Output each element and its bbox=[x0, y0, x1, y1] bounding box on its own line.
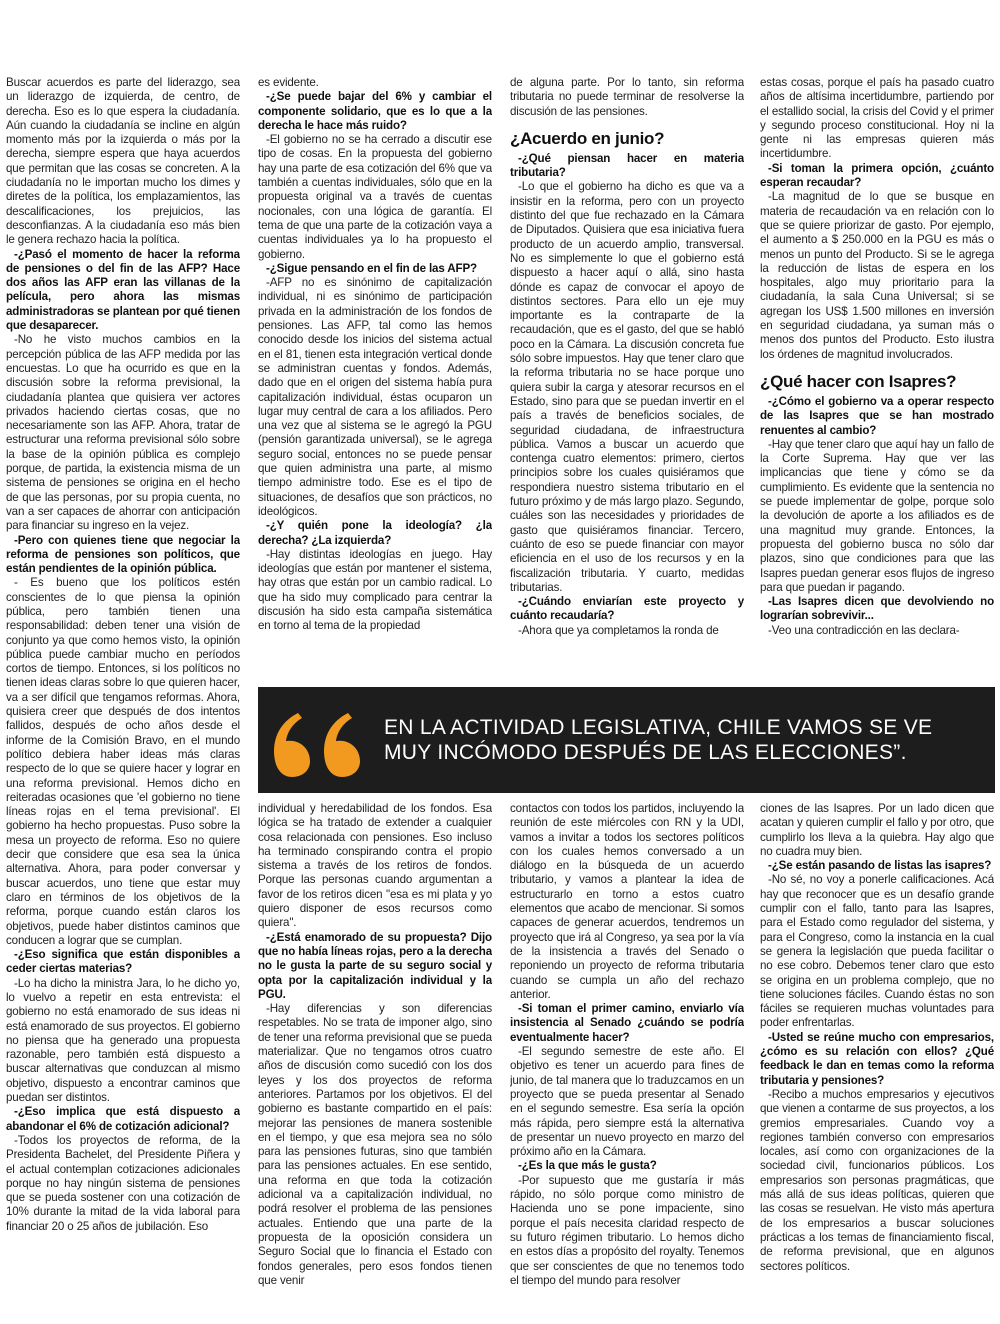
interview-answer: -Recibo a muchos empresarios y ejecutivos que vienen a contarme de sus proyectos, a los gremios empresariales. Cuando voy a regiones también converso con empresarios locales, así como con organizaciones de la sociedad civil, funcionarios públicos. Los empresarios son personas pragmáticas, que más allá de sus ideas políticas, quieren que las cosas se resuelvan. He visto más apertura de los empresarios a buscar soluciones prácticas a los temas de financiamiento fiscal, de reforma previsional, que en algunos sectores políticos. bbox=[760, 1087, 994, 1273]
interview-question: -Usted se reúne mucho con empresarios, ¿cómo es su relación con ellos? ¿Qué feedback le dan en temas como la reforma tributaria y pensiones? bbox=[760, 1030, 994, 1087]
interview-question: -¿Cuándo enviarían este proyecto y cuánto recaudaría? bbox=[510, 595, 744, 623]
interview-answer: -Hay que tener claro que aquí hay un fallo de la Corte Suprema. Hay que ver las implicancias que tiene y cómo se da cumplimiento. Es evidente que la sentencia no se puede implementar de golpe, porque solo la devolución de aporte a los afiliados es de una magnitud muy grande. Entonces, la propuesta del gobierno busca no sólo dar plazos, sino que condiciones para que las Isapres puedan generar esos flujos de ingreso para que puedan ir pagando. bbox=[760, 437, 994, 594]
body-paragraph: contactos con todos los partidos, incluyendo la reunión de este miércoles con RN y la UDI, vamos a invitar a todos los sectores políticos con los cuales hemos conversado a un diálogo en la búsqueda de un acuerdo tributario, y vamos a plantear la idea de estructurarlo en torno a estos cuatro elementos que acabo de mencionar. Si somos capaces de generar acuerdos, tendremos un proyecto que irá al Congreso, ya sea por la vía de la insistencia a través del Senado o reponiendo un proyecto de reforma tributaria cuando se cumpla un año del rechazo anterior. bbox=[510, 802, 744, 1001]
interview-question: -¿Eso implica que está dispuesto a abandonar el 6% de cotización adicional? bbox=[6, 1105, 240, 1133]
interview-question: -Si toman la primera opción, ¿cuánto esperan recaudar? bbox=[760, 161, 994, 190]
interview-question: -¿Y quién pone la ideología? ¿la derecha? ¿La izquierda? bbox=[258, 519, 492, 547]
interview-question: -¿Se están pasando de listas las isapres? bbox=[768, 859, 992, 873]
section-heading: ¿Qué hacer con Isapres? bbox=[760, 371, 957, 391]
column-3-bottom bbox=[510, 802, 744, 1316]
interview-answer: -Lo que el gobierno ha dicho es que va a insistir en la reforma, pero con un proyecto distinto del que fue rechazado en la Cámara de Diputados. Quisiera que esa iniciativa fuera producto de un acuerdo amplio, transversal. No es simplemente lo que el gobierno está dispuesto a hacer aquí o allá, sino hasta dónde es capaz de convocar el apoyo de distintos sectores. Para ello un eje muy importante es la contraparte de la recaudación, que es el gasto, del que se habló poco en la Cámara. La discusión concreta fue sólo sobre impuestos. Hay que tener claro que la reforma tributaria no se hace porque uno quiera subir la carga y atesorar recursos en el Estado, sino para que se puedan invertir en el país a través de beneficios sociales, de seguridad ciudadana, de infraestructura pública. Vamos a buscar un acuerdo que contenga cuatro elementos: primero, ciertos principios sobre los cuales quisiéramos que respondiera nuestro sistema tributario en el futuro próximo y de más largo plazo. Segundo, cuáles son las necesidades y prioridades de gasto que quisiéramos financiar. Tercero, cuánto de eso se puede financiar con mayor eficiencia en el uso de los recursos y en la fiscalización tributaria. Y cuarto, medidas tributarias. bbox=[510, 180, 744, 594]
interview-answer: -Por supuesto que me gustaría ir más rápido, no sólo porque como ministro de Hacienda uno se pone impaciente, sino porque el país necesita claridad respecto de su futuro régimen tributario. Lo hemos dicho en estos días a propósito del royalty. Tenemos que ser conscientes de que no tenemos todo el tiempo del mundo para resolver bbox=[510, 1173, 744, 1287]
interview-question: -¿Es la que más le gusta? bbox=[518, 1159, 657, 1173]
pullquote-text: EN LA ACTIVIDAD LEGISLATIVA, CHILE VAMOS SE VE MUY INCÓMODO DESPUÉS DE LAS ELECCIONES”. bbox=[384, 716, 933, 764]
interview-question: -Las Isapres dicen que devolviendo no lograrían sobrevivir... bbox=[760, 595, 994, 623]
interview-question: -¿Se puede bajar del 6% y cambiar el componente solidario, que es lo que a la derecha le hace más ruido? bbox=[258, 90, 492, 132]
column-3-top bbox=[510, 76, 744, 680]
body-paragraph: individual y heredabilidad de los fondos. Esa lógica se ha tratado de extender a cualquier cosa relacionada con pensiones. Eso incluso ha terminado conspirando contra el propio sistema a través de los retiros de fondos. Porque las personas cuando argumentan a favor de los retiros dicen "esa es mi plata y yo quiero disponer de esos recursos como quiera". bbox=[258, 802, 492, 930]
interview-question: -¿Pasó el momento de hacer la reforma de pensiones o del fin de las AFP? Hace dos años las AFP eran las villanas de la película, pero ahora las mismas administradoras se plantean por qué tienen que desaparecer. bbox=[6, 247, 240, 333]
interview-answer: -El segundo semestre de este año. El objetivo es tener un acuerdo para fines de junio, de tal manera que lo traduzcamos en un proyecto que se pueda presentar al Senado en el segundo semestre. Esa sería la opción más rápida, pero siempre está la alternativa de presentar un nuevo proyecto en marzo del próximo año en la Cámara. bbox=[510, 1045, 744, 1159]
interview-question: -¿Cómo el gobierno va a operar respecto de las Isapres que se han mostrado renuentes al cambio? bbox=[760, 394, 994, 437]
column-2-top bbox=[258, 76, 492, 680]
quote-mark-icon bbox=[272, 705, 368, 777]
interview-answer: -No sé, no voy a ponerle calificaciones. Acá hay que reconocer que es un desafío grande cumplir con el fallo, tanto para las Isapres, para el Estado como regulador del sistema, y para el Congreso, como la instancia en la cual se genera la legislación que pueda facilitar o no ese cobro. Debemos tener claro que esto se origina en un problema complejo, que no tiene soluciones fáciles. Cuando éstas no son fáciles se requieren muchas voluntades para poder enfrentarlas. bbox=[760, 873, 994, 1030]
column-1 bbox=[6, 76, 240, 1316]
interview-question: -¿Sigue pensando en el fin de las AFP? bbox=[266, 261, 477, 275]
interview-answer: -El gobierno no se ha cerrado a discutir ese tipo de cosas. En la propuesta del gobierno hay una parte de esa cotización del 6% que va también a cuentas individuales, sólo que en la propuesta original va a través de cuentas nocionales, con una lógica de garantía. El tema de que una parte de la cotización vaya a cuentas individuales ya lo ha propuesto el gobierno. bbox=[258, 133, 492, 261]
interview-question: -¿Qué piensan hacer en materia tributaria? bbox=[510, 151, 744, 180]
interview-answer: -No he visto muchos cambios en la percepción pública de las AFP medida por las encuestas. Lo que ha ocurrido es que en la discusión sobre la reforma previsional, la ciudadanía plantea que quisiera ver actores privados haciendo ciertas cosas, que no necesariamente son las AFP. Ahora, tratar de estructurar una reforma previsional sólo sobre la base de la opinión pública es complejo porque, de partida, la existencia misma de un sistema de pensiones se origina en el hecho de que las personas, por su propia cuenta, no van a ser capaces de ahorrar con anticipación para financiar su ingreso en la vejez. bbox=[6, 333, 240, 533]
interview-answer: -La magnitud de lo que se busque en materia de recaudación va en relación con lo que se quiere priorizar de gasto. Por ejemplo, el aumento a $ 250.000 en la PGU es más o menos un punto del Producto. Si se le agrega la reducción de listas de espera en los hospitales, algo muy prioritario para la ciudadanía, la sala Cuna Universal; si se agregan los US$ 1.500 millones en inversión en seguridad ciudadana, ya suman más o menos dos puntos del Producto. Esto ilustra los órdenes de magnitud involucrados. bbox=[760, 190, 994, 361]
interview-question: -¿Eso significa que están disponibles a ceder ciertas materias? bbox=[6, 948, 240, 976]
body-paragraph: de alguna parte. Por lo tanto, sin reforma tributaria no puede terminar de resolverse la discusión de las pensiones. bbox=[510, 76, 744, 118]
interview-answer: -Hay diferencias y son diferencias respetables. No se trata de imponer algo, sino de tener una reforma previsional que se pueda materializar. Que no tengamos otros cuatro años de discusión como sucedió con los dos leyes y los dos proyectos de reforma anteriores. Partamos por los objetivos. El del gobierno es bastante compartido en el país: mejorar las pensiones de manera sostenible en el tiempo, y que esa mejora sea no sólo para las pensiones futuras, sino que también para las pensiones actuales. En ese sentido, una reforma en que toda la cotización adicional va a capitalización individual, no podrá resolver el problema de las pensiones actuales. Entiendo que una parte de la propuesta de la oposición considera un Seguro Social que lo financia el Estado con fondos generales, pero esos fondos tienen que venir bbox=[258, 1002, 492, 1287]
interview-answer: -Todos los proyectos de reforma, de la Presidenta Bachelet, del Presidente Piñera y el actual contemplan cotizaciones adicionales porque no hay ningún sistema de pensiones que se pueda sostener con una cotización de 10% durante la mitad de la vida laboral para financiar 20 o 25 años de jubilación. Eso bbox=[6, 1133, 240, 1233]
body-paragraph: Buscar acuerdos es parte del liderazgo, sea un liderazgo de izquierda, de centro, de derecha. Eso es lo que espera la ciudadanía. Aún cuando la ciudadanía se incline en algún momento más por la izquierda o más por la derecha, siempre espera que haya acuerdos que permitan que las cosas se concreten. A la ciudadanía no le importan mucho los dimes y diretes de la política, los emplazamientos, las descalificaciones, los prejuicios, las desconfianzas. A la ciudadanía eso más bien le genera rechazo hacia la política. bbox=[6, 76, 240, 247]
interview-question: -¿Está enamorado de su propuesta? Dijo que no había líneas rojas, pero a la derecha no le gusta la parte de su seguro social y opta por la capitalización individual y la PGU. bbox=[258, 930, 492, 1001]
interview-question: -Pero con quienes tiene que negociar la reforma de pensiones son políticos, que están pendientes de la opinión pública. bbox=[6, 533, 240, 576]
interview-answer: -Veo una contradicción en las declara- bbox=[768, 623, 960, 637]
interview-answer: - Es bueno que los políticos estén conscientes de lo que piensa la opinión pública, pero también tienen una responsabilidad: deben tener una visión de conjunto ya que como hemos visto, la opinión pública puede cambiar mucho en períodos cortos de tiempo. Entonces, si los políticos no tienen ideas claras sobre lo que quieren hacer, va a ser difícil que tengamos reformas. Ahora, quisiera creer que después de dos intentos fallidos, después de ocho años desde el informe de la Comisión Bravo, en el mundo político debiera haber ideas más claras respecto de lo que se quiere hacer y lograr en una reforma previsional. Hemos dicho en reiteradas ocasiones que 'el gobierno no tiene líneas rojas en el tema previsional'. El gobierno ha hecho propuestas. Puso sobre la mesa un proyecto de reforma. Eso no quiere decir que considere que esa sea la única alternativa. Ahora, para poder conversar y buscar acuerdos, uno tiene que estar muy claro en términos de los objetivos de la reforma, porque cuando están claros los objetivos, puede haber distintos caminos que conducen a lograr que se cumplan. bbox=[6, 576, 240, 947]
body-paragraph: ciones de las Isapres. Por un lado dicen que acatan y quieren cumplir el fallo y por otro, que cumplirlo los lleva a la quiebra. Hay algo que no cuadra muy bien. bbox=[760, 802, 994, 858]
column-4-bottom bbox=[760, 802, 994, 1316]
body-paragraph: estas cosas, porque el país ha pasado cuatro años de altísima incertidumbre, partiendo por el estallido social, la crisis del Covid y el primer y segundo proceso constitucional. Hoy ni la gente ni las empresas quieren más incertidumbre. bbox=[760, 76, 994, 161]
pullquote-banner bbox=[258, 687, 995, 793]
column-2-bottom bbox=[258, 802, 492, 1316]
column-4-top bbox=[760, 76, 994, 680]
interview-answer: -Hay distintas ideologías en juego. Hay ideologías que están por mantener el sistema, hay otras que están por un cambio radical. Lo que ha sido muy complicado para centrar la discusión ha sido esta campaña sistemática en torno al tema de la propiedad bbox=[258, 547, 492, 633]
interview-answer: -Lo ha dicho la ministra Jara, lo he dicho yo, lo vuelvo a repetir en esta entrevista: el gobierno no está enamorado de sus ideas ni está enamorado de sus proyectos. El gobierno no piensa que ha generado una propuesta razonable, pero también está dispuesto a buscar alternativas que conduzcan al mismo objetivo, dispuesto a encontrar caminos que puedan ser distintos. bbox=[6, 976, 240, 1105]
interview-answer: -AFP no es sinónimo de capitalización individual, ni es sinónimo de participación privada en la administración de los fondos de pensiones. Las AFP, tal como las hemos conocido desde los inicios del sistema actual en el 81, tienen esta integración vertical donde se administran cuentas y fondos. Además, dado que en el origen del sistema había pura capitalización individual, éstas ocuparon un lugar muy central de cara a los afiliados. Pero una vez que al sistema se le agregó la PGU (pensión garantizada universal), se le agrega seguro social, entonces no se puede pensar que quien administra una parte, al mismo tiempo administre todo. Ese es el tipo de situaciones, de desafíos que son prácticos, no ideológicos. bbox=[258, 276, 492, 518]
interview-answer: -Ahora que ya completamos la ronda de bbox=[518, 623, 719, 637]
interview-question: -Si toman el primer camino, enviarlo vía insistencia al Senado ¿cuándo se podría eventualmente hacer? bbox=[510, 1002, 744, 1044]
body-paragraph: es evidente. bbox=[258, 76, 319, 89]
section-heading: ¿Acuerdo en junio? bbox=[510, 128, 665, 148]
